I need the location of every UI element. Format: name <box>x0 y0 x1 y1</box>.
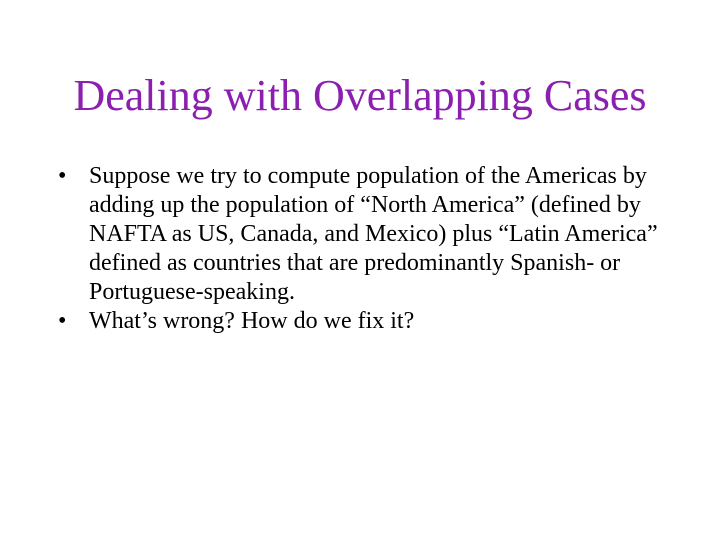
bullet-icon: • <box>58 163 67 189</box>
bullet-text: What’s wrong? How do we fix it? <box>89 308 415 334</box>
bullet-list <box>58 162 658 336</box>
bullet-item <box>58 307 658 336</box>
bullet-item <box>58 162 658 307</box>
bullet-text: Suppose we try to compute population of the Americas by adding up the population of “North America” (defined by NAFTA as US, Canada, and Mexico) plus “Latin America” defined as countries that are predominantly Spanish- or Portuguese-speaking. <box>89 163 658 305</box>
bullet-icon: • <box>58 308 67 334</box>
slide-title: Dealing with Overlapping Cases <box>73 71 647 120</box>
